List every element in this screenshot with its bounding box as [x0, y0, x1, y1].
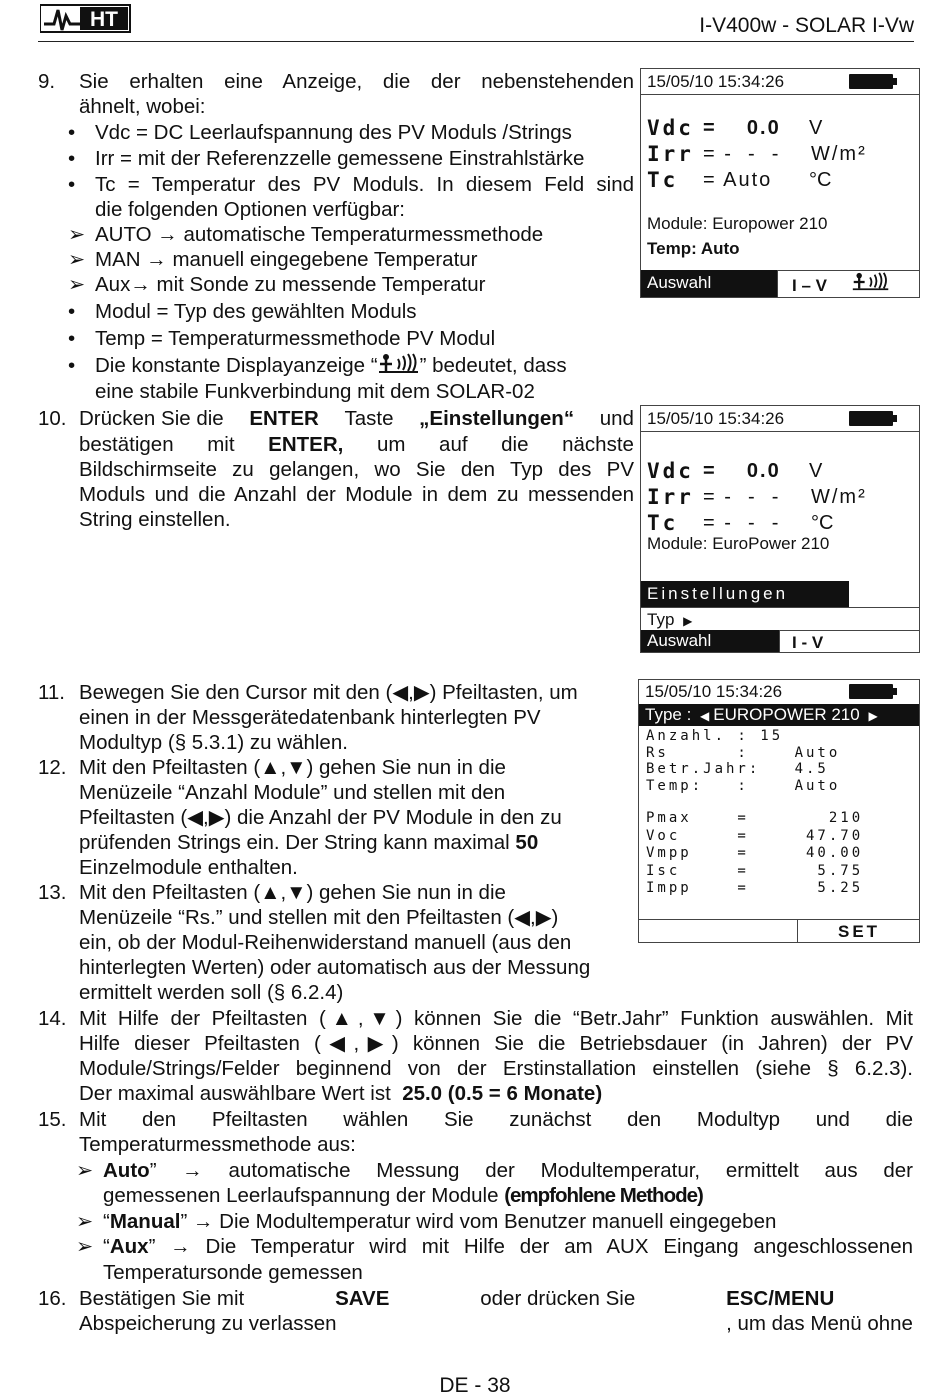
- radio-link-icon: [378, 353, 420, 375]
- step13-line: hinterlegten Werten) oder automatisch aus der Messung: [79, 956, 591, 979]
- step9-line: Sie erhalten eine Anzeige, die der nebenstehenden: [79, 70, 634, 93]
- menu-item-type[interactable]: Typ ▶: [647, 610, 693, 629]
- header-rule: [38, 41, 914, 42]
- document-title: I-V400w - SOLAR I-Vw: [699, 14, 914, 37]
- divider: [641, 94, 919, 95]
- vdc-label: Vdc: [647, 459, 694, 483]
- arrow-bullet-icon: ➢: [76, 1235, 94, 1258]
- irr-unit: W/m²: [811, 486, 867, 508]
- arrow-bullet-icon: ➢: [68, 223, 86, 246]
- step-number: 15.: [38, 1108, 67, 1131]
- option-line: Temperatursonde gemessen: [103, 1261, 363, 1284]
- settings-row[interactable]: Rs : Auto: [646, 744, 841, 761]
- step14-line: Mit Hilfe der Pfeiltasten (▲,▼) können Sie die “Betr.Jahr” Funktion auswählen. Mit: [79, 1007, 913, 1030]
- vdc-label: Vdc: [647, 116, 694, 140]
- bullet-text: Modul = Typ des gewählten Moduls: [95, 300, 417, 323]
- step-number: 12.: [38, 756, 67, 779]
- settings-row[interactable]: Temp: : Auto: [646, 777, 841, 794]
- step-number: 14.: [38, 1007, 67, 1030]
- step11-line: einen in der Messgerätedatenbank hinterlegten PV: [79, 706, 541, 729]
- option-text: AUTO → automatische Temperaturmessmethode: [95, 223, 544, 246]
- tc-label: Tc: [647, 168, 679, 192]
- vdc-unit: V: [809, 117, 823, 139]
- type-selector[interactable]: Type : ◀ EUROPOWER 210 ▶: [639, 704, 919, 726]
- battery-icon: [849, 74, 893, 89]
- step11-line: Bewegen Sie den Cursor mit den (◀,▶) Pfeiltasten, um: [79, 681, 578, 704]
- tc-label: Tc: [647, 511, 679, 535]
- step10-line: Drücken Sie die ENTER Taste „Einstellungen“ und: [79, 407, 634, 430]
- device-screen-settings: [640, 405, 920, 653]
- divider: [641, 607, 919, 608]
- parameter-row: Pmax = 210: [646, 810, 864, 826]
- option-line: gemessenen Leerlaufspannung der Module (empfohlene Methode): [103, 1184, 703, 1207]
- step14-line: Der maximal auswählbare Wert ist 25.0 (0.5 = 6 Monate): [79, 1082, 603, 1105]
- step14-line: Hilfe dieser Pfeiltasten (◀,▶) können Sie die Betriebsdauer (in Jahren) der PV: [79, 1032, 913, 1055]
- step9-line: ähnelt, wobei:: [79, 95, 206, 118]
- bullet-text: Tc = Temperatur des PV Moduls. In diesem Feld sind: [95, 173, 634, 196]
- irr-label: Irr: [647, 142, 694, 166]
- bullet: •: [68, 300, 76, 323]
- step15-line: Temperaturmessmethode aus:: [79, 1133, 356, 1156]
- arrow-bullet-icon: ➢: [68, 248, 86, 271]
- iv-softkey[interactable]: I - V: [779, 630, 919, 652]
- step13-line: ermittelt werden soll (§ 6.2.4): [79, 981, 344, 1004]
- battery-icon: [849, 411, 893, 426]
- step12-line: prüfenden Strings ein. Der String kann maximal 50: [79, 831, 539, 854]
- tc-value: = Auto: [703, 169, 773, 191]
- arrow-bullet-icon: ➢: [76, 1159, 94, 1182]
- module-name: Module: EuroPower 210: [647, 534, 830, 553]
- module-name: Module: Europower 210: [647, 214, 828, 233]
- temp-mode: Temp: Auto: [647, 239, 740, 258]
- step16-line: Abspeicherung zu verlassen: [79, 1312, 337, 1335]
- step13-line: Mit den Pfeiltasten (▲,▼) gehen Sie nun in die: [79, 881, 506, 904]
- parameter-row: Voc = 47.70: [646, 827, 864, 844]
- settings-row[interactable]: Betr.Jahr: 4.5: [646, 761, 829, 777]
- step-number: 13.: [38, 881, 67, 904]
- step-number: 10.: [38, 407, 67, 430]
- ht-logo-icon: [40, 2, 132, 34]
- bullet: •: [68, 173, 76, 196]
- step12-line: Einzelmodule enthalten.: [79, 856, 298, 879]
- step10-line: Bildschirmseite zu gelangen, wo Sie den Typ des PV: [79, 458, 634, 481]
- iv-softkey[interactable]: I – V: [777, 270, 919, 297]
- bullet: •: [68, 327, 76, 350]
- radio-link-icon: [850, 272, 892, 292]
- bullet-text: eine stabile Funkverbindung mit dem SOLAR-02: [95, 380, 535, 403]
- irr-unit: W/m²: [811, 143, 867, 165]
- option-line: “Manual” → Die Modultemperatur wird vom Benutzer manuell eingegeben: [103, 1210, 777, 1233]
- tc-unit: °C: [811, 512, 834, 534]
- device-screen-measurement: [640, 68, 920, 298]
- vdc-value: = 0.0: [703, 117, 781, 139]
- bullet-text: die folgenden Optionen verfügbar:: [95, 198, 406, 221]
- tc-unit: °C: [809, 169, 832, 191]
- irr-value: = - - -: [703, 143, 781, 165]
- select-softkey[interactable]: Auswahl: [641, 270, 777, 297]
- battery-icon: [849, 684, 893, 699]
- bullet-text: Die konstante Displayanzeige “ ” bedeutet, dass: [95, 354, 567, 377]
- arrow-right-icon: ▶: [683, 614, 693, 628]
- step-number: 9.: [38, 70, 56, 93]
- step11-line: Modultyp (§ 5.3.1) zu wählen.: [79, 731, 348, 754]
- vdc-value: = 0.0: [703, 460, 781, 482]
- option-line: Auto ” → automatische Messung der Modultemperatur, ermittelt aus der: [103, 1159, 913, 1182]
- arrow-right-icon: ▶: [868, 709, 878, 723]
- option-text: MAN → manuell eingegebene Temperatur: [95, 248, 478, 271]
- step12-line: Mit den Pfeiltasten (▲,▼) gehen Sie nun in die: [79, 756, 506, 779]
- bullet: •: [68, 354, 76, 377]
- step13-line: Menüzeile “Rs.” und stellen mit den Pfeiltasten (◀,▶): [79, 906, 559, 929]
- settings-row[interactable]: Anzahl. : 15: [646, 728, 784, 744]
- arrow-bullet-icon: ➢: [68, 273, 86, 296]
- divider: [641, 431, 919, 432]
- step10-line: Moduls und die Anzahl der Module in dem zu messenden: [79, 483, 634, 506]
- step-number: 11.: [38, 681, 65, 704]
- step15-line: Mit den Pfeiltasten wählen Sie zunächst den Modultyp und die: [79, 1108, 913, 1131]
- option-text: Aux→ mit Sonde zu messende Temperatur: [95, 273, 486, 296]
- step10-line: bestätigen mit ENTER, um auf die nächste: [79, 433, 634, 456]
- datetime: 15/05/10 15:34:26: [645, 682, 783, 701]
- ht-logo: [40, 2, 132, 34]
- step12-line: Pfeiltasten (◀,▶) die Anzahl der PV Module in den zu: [79, 806, 562, 829]
- step16-line: Bestätigen Sie mit SAVE oder drücken Sie ESC/MENU , um das Menü ohne: [79, 1287, 913, 1336]
- arrow-bullet-icon: ➢: [76, 1210, 94, 1233]
- set-softkey[interactable]: SET: [797, 919, 919, 942]
- parameter-row: Vmpp = 40.00: [646, 845, 864, 861]
- bullet-text: Temp = Temperaturmessmethode PV Modul: [95, 327, 496, 350]
- parameter-row: Isc = 5.75: [646, 862, 864, 879]
- option-line: “ Aux ” → Die Temperatur wird mit Hilfe der am AUX Eingang angeschlossenen: [103, 1235, 913, 1258]
- vdc-unit: V: [809, 460, 823, 482]
- irr-label: Irr: [647, 485, 694, 509]
- step10-line: String einstellen.: [79, 508, 231, 531]
- step13-line: ein, ob der Modul-Reihenwiderstand manuell (aus den: [79, 931, 572, 954]
- bullet: •: [68, 121, 76, 144]
- device-screen-module-type: [638, 679, 920, 943]
- select-softkey[interactable]: Auswahl: [641, 630, 779, 652]
- settings-menu-title: Einstellungen: [641, 581, 849, 607]
- bullet-text: Vdc = DC Leerlaufspannung des PV Moduls /Strings: [95, 121, 572, 144]
- arrow-left-icon: ◀: [700, 709, 710, 723]
- datetime: 15/05/10 15:34:26: [647, 72, 785, 91]
- step12-line: Menüzeile “Anzahl Module” und stellen mit den: [79, 781, 506, 804]
- tc-value: = - - -: [703, 512, 781, 534]
- step-number: 16.: [38, 1287, 67, 1310]
- parameter-row: Impp = 5.25: [646, 880, 864, 896]
- datetime: 15/05/10 15:34:26: [647, 409, 785, 428]
- logo-text: HT: [90, 8, 118, 31]
- bullet: •: [68, 147, 76, 170]
- bullet-text: Irr = mit der Referenzzelle gemessene Einstrahlstärke: [95, 147, 585, 170]
- irr-value: = - - -: [703, 486, 781, 508]
- page-number: DE - 38: [439, 1374, 511, 1397]
- step14-line: Module/Strings/Felder beginnend von der Erstinstallation einstellen (siehe § 6.2.3).: [79, 1057, 913, 1080]
